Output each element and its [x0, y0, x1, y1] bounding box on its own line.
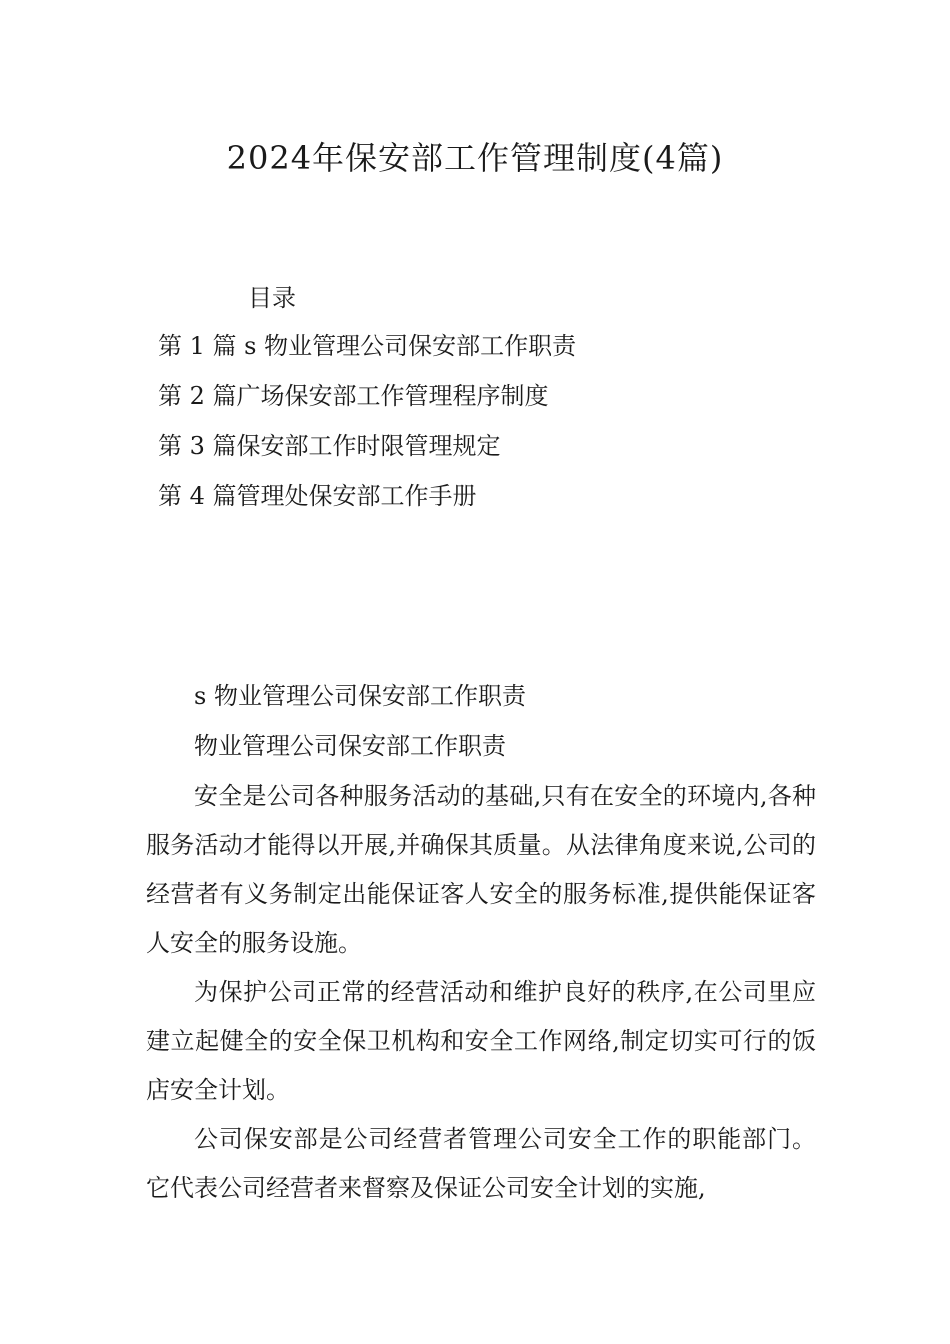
table-of-contents — [158, 330, 576, 530]
toc-heading: 目录 — [248, 284, 296, 312]
toc-item: 第 4 篇管理处保安部工作手册 — [158, 482, 477, 510]
toc-item: 第 2 篇广场保安部工作管理程序制度 — [158, 382, 549, 410]
body-paragraph: 安全是公司各种服务活动的基础,只有在安全的环境内,各种服务活动才能得以开展,并确保其质量。从法律角度来说,公司的经营者有义务制定出能保证客人安全的服务标准,提供能保证客人安全的服务设施。 — [146, 782, 816, 957]
toc-item: 第 3 篇保安部工作时限管理规定 — [158, 432, 501, 460]
section-subtitle: 物业管理公司保安部工作职责 — [194, 732, 506, 760]
body-paragraph: 为保护公司正常的经营活动和维护良好的秩序,在公司里应建立起健全的安全保卫机构和安全工作网络,制定切实可行的饭店安全计划。 — [146, 978, 816, 1104]
toc-item: 第 1 篇 s 物业管理公司保安部工作职责 — [158, 332, 577, 360]
document-title: 2024年保安部工作管理制度(4篇) — [226, 139, 724, 177]
section-title: s 物业管理公司保安部工作职责 — [194, 682, 526, 710]
body-paragraph: 公司保安部是公司经营者管理公司安全工作的职能部门。它代表公司经营者来督察及保证公司安全计划的实施, — [146, 1125, 816, 1202]
